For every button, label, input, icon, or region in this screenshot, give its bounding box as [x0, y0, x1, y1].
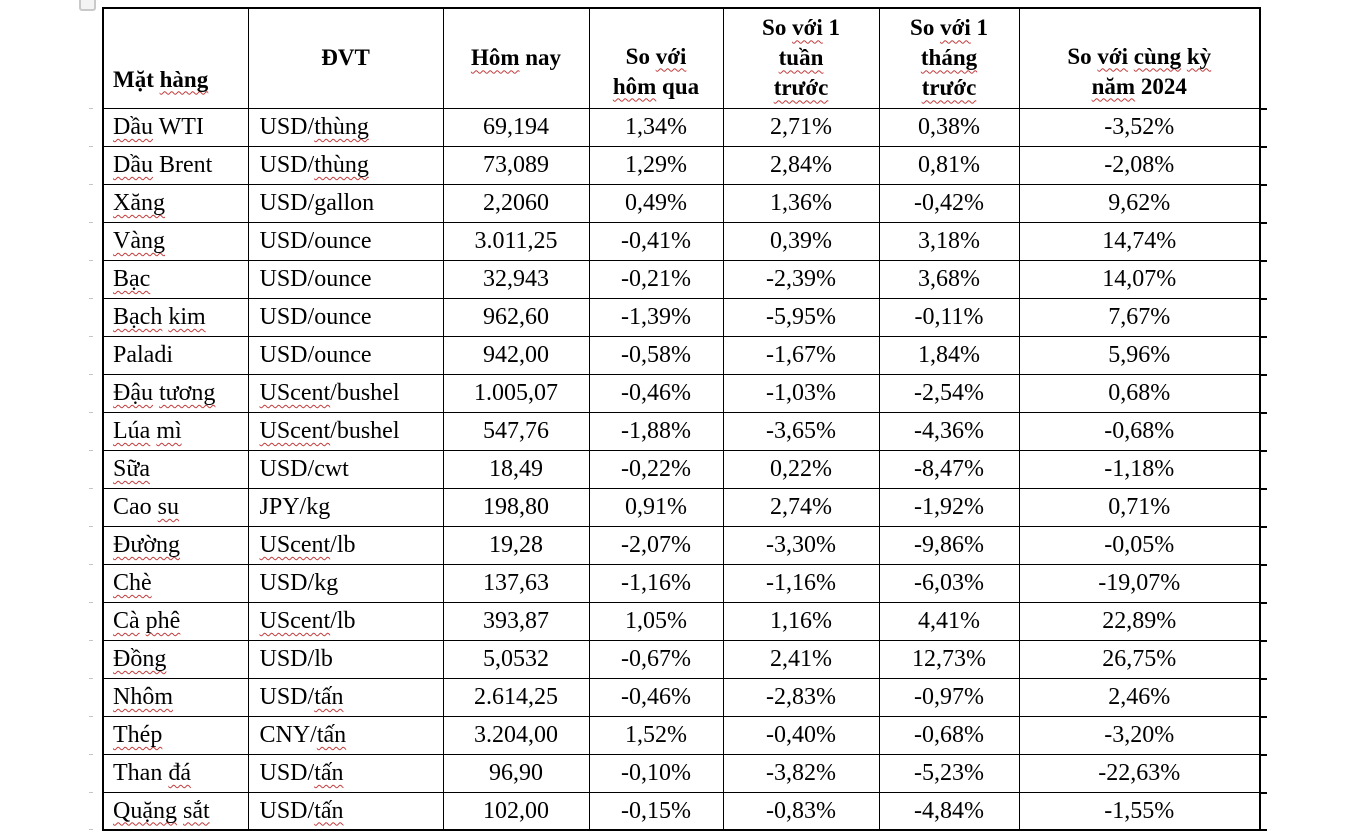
label-text: Paladi	[113, 341, 173, 368]
cell-vs-yesterday: -1,39%	[589, 298, 723, 336]
misspelled-word: hôm	[612, 73, 657, 99]
misspelled-word: tuần	[778, 45, 824, 71]
cell-vs-1-month: -8,47%	[879, 450, 1019, 488]
misspelled-word: Bạch	[113, 303, 163, 330]
label-text: kg	[314, 569, 339, 596]
label-text: lb	[336, 607, 356, 634]
table-row	[103, 792, 1260, 830]
cell-today: 962,60	[443, 298, 589, 336]
cell-today: 942,00	[443, 336, 589, 374]
cell-vs-2024: 9,62%	[1019, 184, 1260, 222]
cell-today: 102,00	[443, 792, 589, 830]
label-text: /	[307, 151, 315, 178]
table-header	[103, 8, 1260, 108]
cell-vs-1-month: 3,68%	[879, 260, 1019, 298]
cell-vs-1-week: 2,41%	[723, 640, 879, 678]
cell-today: 198,80	[443, 488, 589, 526]
misspelled-word: UScent	[259, 531, 331, 558]
cell-vs-1-month: -0,11%	[879, 298, 1019, 336]
cell-vs-1-week: -3,65%	[723, 412, 879, 450]
cell-commodity	[103, 488, 248, 526]
table-row	[103, 488, 1260, 526]
label-text: 1	[828, 15, 840, 41]
misspelled-word: tấn	[314, 797, 344, 824]
cell-vs-1-month: 1,84%	[879, 336, 1019, 374]
cell-today: 1.005,07	[443, 374, 589, 412]
misspelled-word: UScent	[259, 607, 331, 634]
cell-today: 393,87	[443, 602, 589, 640]
cell-commodity	[103, 336, 248, 374]
cell-unit	[248, 412, 443, 450]
misspelled-word: Sữa	[113, 455, 151, 482]
cell-vs-1-week: -3,82%	[723, 754, 879, 792]
cell-vs-1-month: -2,54%	[879, 374, 1019, 412]
table-row	[103, 412, 1260, 450]
cell-vs-1-week: -1,16%	[723, 564, 879, 602]
cell-commodity	[103, 526, 248, 564]
cell-vs-2024: -3,52%	[1019, 108, 1260, 146]
misspelled-word: tấn	[316, 721, 347, 748]
cell-vs-2024: 7,67%	[1019, 298, 1260, 336]
cell-unit	[248, 108, 443, 146]
cell-vs-1-week: -1,67%	[723, 336, 879, 374]
misspelled-word: thùng	[314, 151, 369, 178]
label-text: ĐVT	[321, 45, 370, 71]
cell-vs-yesterday: 1,34%	[589, 108, 723, 146]
cell-unit	[248, 184, 443, 222]
label-text: bushel	[336, 417, 400, 444]
table-body	[103, 108, 1260, 830]
label-text: USD	[259, 265, 308, 292]
cell-unit	[248, 716, 443, 754]
label-text: /	[307, 113, 315, 140]
cell-today: 32,943	[443, 260, 589, 298]
cell-vs-1-week: 2,84%	[723, 146, 879, 184]
misspelled-word: Đường	[113, 531, 181, 558]
cell-vs-1-month: -6,03%	[879, 564, 1019, 602]
label-text: /	[307, 303, 315, 330]
label-text: So	[1067, 43, 1092, 69]
misspelled-word: đá	[168, 759, 191, 786]
misspelled-word: Dầu	[113, 113, 153, 140]
misspelled-word: Bạc	[113, 265, 151, 292]
cell-today: 96,90	[443, 754, 589, 792]
column-header-vs-yesterday	[589, 8, 723, 108]
misspelled-word: Dầu	[113, 151, 153, 178]
label-text: /	[307, 265, 315, 292]
table-handle-icon	[79, 0, 96, 11]
misspelled-word: Chè	[113, 569, 152, 596]
cell-vs-1-month: 4,41%	[879, 602, 1019, 640]
label-text: USD	[259, 189, 308, 216]
cell-vs-yesterday: -1,16%	[589, 564, 723, 602]
cell-commodity	[103, 298, 248, 336]
table-row	[103, 564, 1260, 602]
label-text: USD	[259, 341, 308, 368]
cell-commodity	[103, 450, 248, 488]
label-text: lb	[314, 645, 333, 672]
cell-vs-1-week: 0,22%	[723, 450, 879, 488]
label-text: /	[299, 493, 307, 520]
cell-vs-2024: 22,89%	[1019, 602, 1260, 640]
cell-vs-2024: -2,08%	[1019, 146, 1260, 184]
column-header-vs-1-week	[723, 8, 879, 108]
misspelled-word: Nhôm	[113, 683, 173, 710]
table-row	[103, 336, 1260, 374]
cell-vs-yesterday: 1,29%	[589, 146, 723, 184]
cell-vs-2024: 0,68%	[1019, 374, 1260, 412]
label-text: USD	[259, 797, 308, 824]
cell-vs-yesterday: -0,15%	[589, 792, 723, 830]
column-header-unit	[248, 8, 443, 108]
cell-commodity	[103, 146, 248, 184]
misspelled-word: trước	[921, 75, 977, 101]
misspelled-word: với	[792, 15, 823, 41]
label-text: So	[910, 15, 935, 41]
label-text: /	[307, 227, 315, 254]
cell-commodity	[103, 108, 248, 146]
cell-vs-yesterday: -0,67%	[589, 640, 723, 678]
cell-unit	[248, 602, 443, 640]
cell-today: 3.204,00	[443, 716, 589, 754]
cell-commodity	[103, 640, 248, 678]
cell-vs-2024: 26,75%	[1019, 640, 1260, 678]
table-row	[103, 260, 1260, 298]
label-text: 2024	[1140, 73, 1187, 99]
misspelled-word: Cà	[113, 607, 140, 634]
misspelled-word: sắt	[182, 797, 210, 824]
label-text: ounce	[314, 265, 372, 292]
column-header-today	[443, 8, 589, 108]
cell-vs-1-week: 1,16%	[723, 602, 879, 640]
cell-today: 2,2060	[443, 184, 589, 222]
label-text: ounce	[314, 227, 372, 254]
cell-vs-2024: -1,55%	[1019, 792, 1260, 830]
label-text: USD	[259, 683, 308, 710]
label-text: Than	[113, 759, 163, 786]
cell-vs-1-week: 0,39%	[723, 222, 879, 260]
misspelled-word: với	[655, 43, 687, 69]
label-text: ounce	[314, 303, 372, 330]
label-text: /	[330, 531, 337, 558]
cell-vs-2024: 5,96%	[1019, 336, 1260, 374]
label-text: USD	[259, 569, 308, 596]
table-row	[103, 678, 1260, 716]
cell-commodity	[103, 412, 248, 450]
cell-vs-1-week: -0,40%	[723, 716, 879, 754]
cell-today: 5,0532	[443, 640, 589, 678]
label-text: /	[307, 341, 315, 368]
cell-vs-2024: 2,46%	[1019, 678, 1260, 716]
label-text: /	[307, 759, 315, 786]
cell-vs-1-week: 2,71%	[723, 108, 879, 146]
misspelled-word: Xăng	[113, 189, 165, 216]
misspelled-word: Lúa	[113, 417, 151, 444]
cell-vs-2024: -3,20%	[1019, 716, 1260, 754]
cell-vs-yesterday: -0,10%	[589, 754, 723, 792]
table-row	[103, 602, 1260, 640]
table-row	[103, 146, 1260, 184]
label-text: USD	[259, 151, 308, 178]
table-row	[103, 222, 1260, 260]
cell-vs-2024: -0,05%	[1019, 526, 1260, 564]
cell-vs-2024: 0,71%	[1019, 488, 1260, 526]
misspelled-word: thùng	[314, 113, 369, 140]
label-text: /	[307, 645, 315, 672]
cell-unit	[248, 754, 443, 792]
cell-vs-1-week: 2,74%	[723, 488, 879, 526]
misspelled-word: với	[1097, 43, 1129, 69]
cell-vs-yesterday: -0,58%	[589, 336, 723, 374]
label-text: Cao	[113, 493, 152, 520]
misspelled-word: tương	[158, 379, 216, 406]
cell-vs-1-month: 0,38%	[879, 108, 1019, 146]
table-row	[103, 640, 1260, 678]
label-text: /	[330, 417, 337, 444]
cell-vs-1-week: -0,83%	[723, 792, 879, 830]
cell-vs-2024: 14,74%	[1019, 222, 1260, 260]
cell-commodity	[103, 260, 248, 298]
cell-vs-1-month: -9,86%	[879, 526, 1019, 564]
cell-commodity	[103, 678, 248, 716]
misspelled-word: hàng	[159, 66, 209, 92]
cell-unit	[248, 260, 443, 298]
label-text: USD	[259, 759, 308, 786]
cell-vs-yesterday: -0,41%	[589, 222, 723, 260]
cell-commodity	[103, 792, 248, 830]
cell-today: 18,49	[443, 450, 589, 488]
misspelled-word: với	[940, 15, 971, 41]
label-text: USD	[259, 645, 308, 672]
label-text: /	[330, 607, 337, 634]
cell-unit	[248, 146, 443, 184]
cell-commodity	[103, 716, 248, 754]
cell-vs-2024: 14,07%	[1019, 260, 1260, 298]
misspelled-word: mì	[156, 417, 182, 444]
label-text: Brent	[158, 151, 213, 178]
cell-vs-yesterday: -0,21%	[589, 260, 723, 298]
cell-vs-1-month: 0,81%	[879, 146, 1019, 184]
cell-unit	[248, 792, 443, 830]
cell-today: 2.614,25	[443, 678, 589, 716]
cell-vs-yesterday: -0,46%	[589, 374, 723, 412]
misspelled-word: trước	[773, 75, 829, 101]
label-text: /	[330, 379, 337, 406]
label-text: kg	[306, 493, 331, 520]
cell-vs-1-week: 1,36%	[723, 184, 879, 222]
cell-commodity	[103, 564, 248, 602]
table-row	[103, 184, 1260, 222]
cell-unit	[248, 298, 443, 336]
commodity-price-table	[102, 7, 1261, 831]
label-text: USD	[259, 303, 308, 330]
misspelled-word: cùng	[1133, 43, 1182, 69]
cell-unit	[248, 526, 443, 564]
cell-vs-1-month: -0,68%	[879, 716, 1019, 754]
cell-vs-2024: -0,68%	[1019, 412, 1260, 450]
cell-vs-1-week: -2,39%	[723, 260, 879, 298]
cell-vs-2024: -19,07%	[1019, 564, 1260, 602]
label-text: /	[307, 189, 315, 216]
label-text: gallon	[314, 189, 375, 216]
label-text: bushel	[336, 379, 400, 406]
cell-vs-1-week: -3,30%	[723, 526, 879, 564]
cell-vs-yesterday: -0,46%	[589, 678, 723, 716]
cell-vs-1-month: -5,23%	[879, 754, 1019, 792]
cell-vs-yesterday: -2,07%	[589, 526, 723, 564]
misspelled-word: tấn	[314, 683, 344, 710]
cell-today: 19,28	[443, 526, 589, 564]
label-text: JPY	[259, 493, 300, 520]
label-text: ounce	[314, 341, 372, 368]
cell-vs-1-week: -5,95%	[723, 298, 879, 336]
cell-today: 547,76	[443, 412, 589, 450]
cell-vs-yesterday: -1,88%	[589, 412, 723, 450]
cell-vs-1-month: -1,92%	[879, 488, 1019, 526]
cell-vs-yesterday: 0,49%	[589, 184, 723, 222]
cell-vs-yesterday: 1,05%	[589, 602, 723, 640]
label-text: So	[625, 43, 650, 69]
cell-today: 69,194	[443, 108, 589, 146]
misspelled-word: Thép	[113, 721, 163, 748]
label-text: /	[310, 721, 317, 748]
cell-vs-2024: -1,18%	[1019, 450, 1260, 488]
cell-vs-1-month: -0,42%	[879, 184, 1019, 222]
column-header-vs-2024	[1019, 8, 1260, 108]
cell-vs-yesterday: 1,52%	[589, 716, 723, 754]
misspelled-word: kim	[168, 303, 206, 330]
table-row	[103, 374, 1260, 412]
cell-today: 73,089	[443, 146, 589, 184]
cell-vs-2024: -22,63%	[1019, 754, 1260, 792]
cell-unit	[248, 336, 443, 374]
misspelled-word: tấn	[314, 759, 344, 786]
cell-unit	[248, 450, 443, 488]
cell-commodity	[103, 374, 248, 412]
cell-commodity	[103, 184, 248, 222]
misspelled-word: phê	[145, 607, 181, 634]
cell-today: 137,63	[443, 564, 589, 602]
column-header-vs-1-month	[879, 8, 1019, 108]
cell-vs-1-month: -4,84%	[879, 792, 1019, 830]
table-row	[103, 450, 1260, 488]
misspelled-word: Vàng	[113, 227, 165, 254]
cell-unit	[248, 222, 443, 260]
label-text: /	[307, 683, 315, 710]
label-text: Mặt	[113, 66, 154, 92]
label-text: /	[307, 569, 315, 596]
table-row	[103, 754, 1260, 792]
cell-vs-1-month: -4,36%	[879, 412, 1019, 450]
cell-unit	[248, 678, 443, 716]
label-text: /	[307, 455, 315, 482]
misspelled-word: Đồng	[113, 645, 167, 672]
cell-today: 3.011,25	[443, 222, 589, 260]
cell-vs-1-week: -2,83%	[723, 678, 879, 716]
label-text: qua	[662, 73, 700, 99]
cell-vs-1-month: -0,97%	[879, 678, 1019, 716]
cell-vs-yesterday: 0,91%	[589, 488, 723, 526]
header-row	[103, 8, 1260, 108]
label-text: USD	[259, 227, 308, 254]
label-text: USD	[259, 455, 308, 482]
misspelled-word: tháng	[920, 45, 978, 71]
misspelled-word: Quặng	[113, 797, 177, 824]
column-header-commodity	[103, 8, 248, 108]
cell-commodity	[103, 602, 248, 640]
cell-commodity	[103, 754, 248, 792]
cell-commodity	[103, 222, 248, 260]
cell-vs-1-week: -1,03%	[723, 374, 879, 412]
cell-vs-1-month: 12,73%	[879, 640, 1019, 678]
cell-unit	[248, 564, 443, 602]
label-text: lb	[336, 531, 356, 558]
cell-unit	[248, 374, 443, 412]
misspelled-word: kỳ	[1186, 43, 1212, 69]
label-text: CNY	[259, 721, 311, 748]
table-row	[103, 716, 1260, 754]
misspelled-word: năm	[1091, 73, 1136, 99]
label-text: So	[762, 15, 787, 41]
table-row	[103, 526, 1260, 564]
cell-vs-yesterday: -0,22%	[589, 450, 723, 488]
label-text: USD	[259, 113, 308, 140]
label-text: 1	[976, 15, 988, 41]
misspelled-word: UScent	[259, 379, 331, 406]
table-row	[103, 298, 1260, 336]
label-text: cwt	[314, 455, 349, 482]
misspelled-word: su	[157, 493, 180, 520]
label-text: nay	[525, 45, 562, 71]
misspelled-word: Đậu	[113, 379, 153, 406]
label-text: WTI	[158, 113, 204, 140]
cell-vs-1-month: 3,18%	[879, 222, 1019, 260]
label-text: /	[307, 797, 315, 824]
misspelled-word: Hôm	[470, 45, 520, 71]
table-row	[103, 108, 1260, 146]
cell-unit	[248, 640, 443, 678]
cell-unit	[248, 488, 443, 526]
misspelled-word: UScent	[259, 417, 331, 444]
